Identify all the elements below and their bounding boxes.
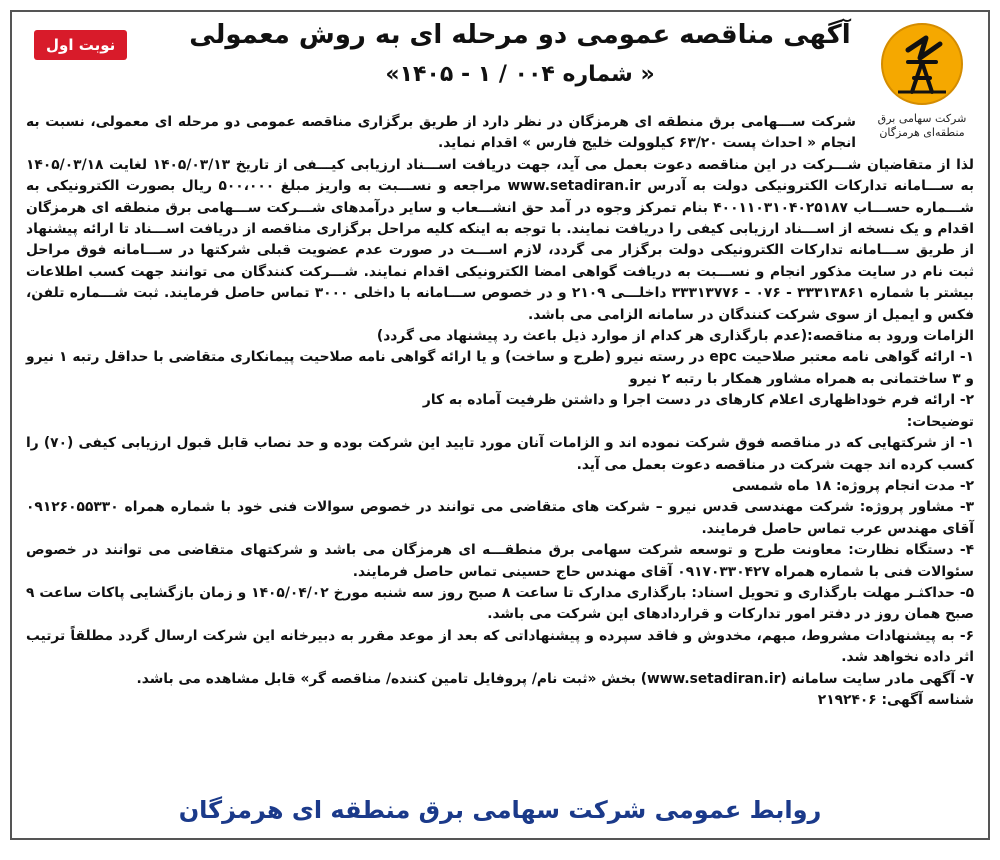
main-paragraph: لذا از متقاضیان شـــرکت در این مناقصه دعوت بعمل می آید، جهت دریافت اســـناد ارزیابی کیـــفی از تاریخ ۱۴۰۵/۰۳/۱۳ لغایت ۱۴۰۵/۰۳/۱۸ به ســـامانه تدارکات الکترونیکی دولت به آدرس www.setadiran.ir مراجعه و نســـبت به واریز مبلغ ۵۰۰،۰۰۰ ریال بصورت الکترونیکی به شـــماره حســـاب ۴۰۰۱۱۰۳۱۰۴۰۲۵۱۸۷ بنام تمرکز وجوه در آمد حق انشـــعاب و سایر درآمدهای شـــرکت ســـهامی برق منطقه ای هرمزگان اقدام و یک نسخه از اســـناد ارزیابی کیفی را دریافت نمایند. با توجه به اینکه کلیه مراحل برگزاری مناقصه از دریافت اســـناد تا ارائه پیشنهاد از طریق ســـامانه تدارکات الکترونیکی دولت برگزار می گردد، لازم اســـت در صورت عدم عضویت قبلی شرکتها در ســـامانه فوق مراحل ثبت نام در سایت مذکور انجام و نســـبت به دریافت گواهی امضا الکترونیکی اقدام نمایند. شـــرکت کنندگان می توانند جهت کسب اطلاعات بیشتر با شماره ۳۳۳۱۳۸۶۱ - ۰۷۶ - ۳۳۳۱۳۷۷۶ داخلـــی ۲۱۰۹ و در خصوص ســـامانه با داخلی ۳۰۰۰ تماس حاصل فرمایند. ثبت شـــماره تلفن، فکس و ایمیل از سوی شرکت کنندگان در سامانه الزامی می باشد.: [26, 156, 975, 323]
logo-caption-line2: منطقه‌ای هرمزگان: [879, 126, 965, 139]
ad-id: شناسه آگهی: ۲۱۹۲۴۰۶: [817, 691, 974, 708]
notice-number: « شماره ۰۰۴ / ۱ - ۱۴۰۵»: [385, 62, 655, 87]
note-item: ۲- مدت انجام پروژه: ۱۸ ماه شمسی: [732, 477, 974, 494]
requirement-item: ۲- ارائه فرم خوداظهاری اعلام کارهای در دست اجرا و داشتن ظرفیت آماده به کار: [422, 392, 974, 409]
edition-badge: نوبت اول: [34, 30, 127, 60]
note-item: ۱- از شرکتهایی که در مناقصه فوق شرکت نموده اند و الزامات آنان مورد تایید این شرکت بوده و حد نصاب قابل قبول ارزیابی کیفی (۷۰) را کسب کرده اند جهت شرکت در مناقصه دعوت بعمل می آید.: [26, 435, 974, 473]
logo-caption-line1: شرکت سهامی برق: [877, 112, 967, 125]
note-item: ۳- مشاور پروژه: شرکت مهندسی قدس نیرو – شرکت های متقاضی می توانند در خصوص سوالات فنی خود با شماره همراه ۰۹۱۲۶۰۵۵۳۳۰ آقای مهندس عرب تماس حاصل فرمایند.: [26, 499, 974, 537]
note-item: ۷- آگهی مادر سایت سامانه (www.setadiran.ir) بخش «ثبت نام/ پروفایل تامین کننده/ مناقصه گر» قابل مشاهده می باشد.: [136, 670, 974, 687]
requirement-item: ۱- ارائه گواهی نامه معتبر صلاحیت epc در رسته نیرو (طرح و ساخت) و یا ارائه گواهی نامه صلاحیت پیمانکاری متقاضی با حداقل رتبه ۱ نیرو و ۳ ساختمانی به همراه مشاور همکار با رتبه ۲ نیرو: [26, 349, 974, 387]
note-item: ۵- حداکثـر مهلت بارگذاری و تحویل اسناد: بارگذاری مدارک تا ساعت ۸ صبح روز سه شنبه مورخ ۱۴۰۵/۰۴/۰۲ و زمان بازگشایی پاکات ساعت ۹ صبح همان روز در دفتر امور تدارکات و قراردادهای این شرکت می باشد.: [26, 584, 975, 623]
notes-heading: توضیحات:: [906, 413, 974, 430]
notice-title: آگهی مناقصه عمومی دو مرحله ای به روش معمولی: [189, 20, 851, 50]
notice-body: [26, 112, 974, 778]
footer-signature: روابط عمومی شرکت سهامی برق منطقه ای هرمزگان: [178, 796, 822, 824]
note-item: ۴- دستگاه نظارت: معاونت طرح و توسعه شرکت سهامی برق منطقـــه ای هرمزگان می باشد و شرکتهای متقاضی می توانند در خصوص سئوالات فنی با شماره همراه ۰۹۱۷۰۳۳۰۴۲۷ آقای مهندس حاج حسینی تماس حاصل فرمایند.: [26, 542, 974, 580]
requirements-heading: الزامات ورود به مناقصه:(عدم بارگذاری هر کدام از موارد ذیل باعث رد پیشنهاد می گردد): [376, 328, 974, 345]
tender-notice: [10, 10, 990, 840]
note-item: ۶- به پیشنهادات مشروط، مبهم، مخدوش و فاقد سپرده و پیشنهاداتی که بعد از موعد مقرر به دبیرخانه این شرکت ارسال گردد مطلقاً ترتیب اثر داده نخواهد شد.: [26, 627, 974, 666]
intro-paragraph: شرکت ســـهامی برق منطقه ای هرمزگان در نظر دارد از طریق برگزاری مناقصه عمومی دو مرحله ای معمولی، نسبت به انجام « احداث پست ۶۳/۲۰ کیلوولت خلیج فارس » اقدام نماید.: [26, 114, 856, 152]
